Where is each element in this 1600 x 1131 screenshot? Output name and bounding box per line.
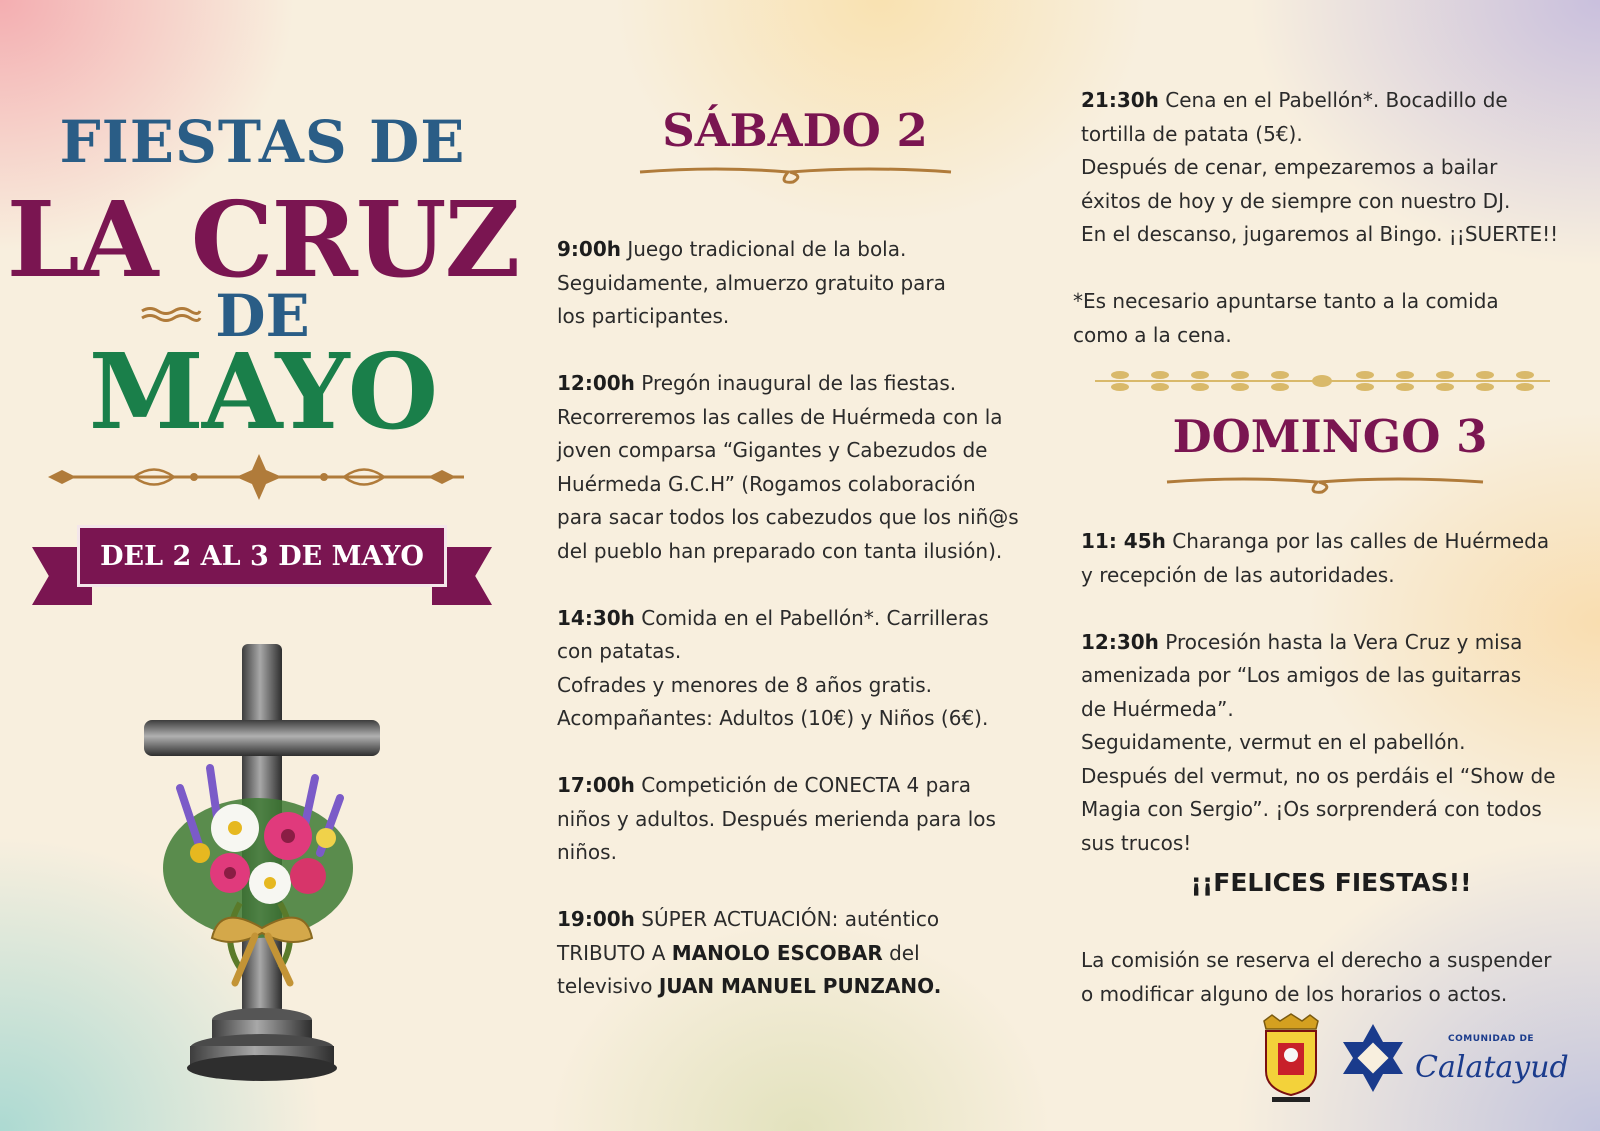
event-item — [557, 769, 1049, 870]
closing-greeting: ¡¡FELICES FIESTAS!! — [1190, 868, 1472, 897]
event-text: SÚPER ACTUACIÓN: auténtico TRIBUTO A — [557, 907, 940, 965]
title-line-4: MAYO — [88, 330, 437, 453]
event-text: Competición de CONECTA 4 para niños y adultos. Después merienda para los niños. — [557, 773, 996, 864]
swash-underline-icon — [1165, 472, 1485, 496]
cross-with-flowers-icon — [140, 638, 400, 1088]
dates-ribbon-banner — [32, 525, 492, 610]
event-text: Procesión hasta la Vera Cruz y misa amenizada por “Los amigos de las guitarras de Huérmeda”. Seguidamente, vermut en el pabellón. Después del vermut, no os perdáis el “Show de Magia con Sergio”. ¡Os sorprenderá con todos sus trucos! — [1081, 629, 1556, 855]
laurel-divider-icon — [1090, 363, 1555, 399]
event-time: 14:30h — [557, 605, 635, 630]
comunidad-calatayud-logo — [1337, 1022, 1567, 1100]
saturday-schedule — [557, 233, 1049, 1037]
event-time: 11: 45h — [1081, 529, 1166, 553]
saturday-heading: SÁBADO 2 — [662, 104, 928, 157]
star-emblem-icon — [1337, 1022, 1409, 1094]
event-time: 12:30h — [1081, 629, 1159, 654]
event-item — [557, 367, 1049, 568]
event-item — [557, 602, 1049, 736]
event-time: 9:00h — [557, 237, 621, 261]
swash-underline-icon — [638, 162, 953, 186]
event-time: 21:30h — [1081, 88, 1159, 112]
sunday-heading: DOMINGO 3 — [1172, 410, 1488, 463]
event-text: del televisivo — [557, 940, 920, 998]
title-line-3: DE — [215, 282, 310, 350]
event-text: Cena en el Pabellón*. Bocadillo de tortilla de patata (5€). Después de cenar, empezaremos a bailar éxitos de hoy y de siempre con nuestro DJ. En el descanso, jugaremos al Bingo. ¡¡SUERTE!! — [1081, 88, 1559, 246]
event-text: Juego tradicional de la bola. Seguidamente, almuerzo gratuito para los participantes. — [557, 237, 946, 328]
title-line-1: FIESTAS DE — [59, 108, 466, 176]
saturday-evening-schedule — [1073, 84, 1591, 372]
ornamental-divider-icon — [44, 452, 474, 502]
event-text: Charanga por las calles de Huérmeda y recepción de las autoridades. — [1081, 529, 1550, 587]
event-item — [557, 903, 1049, 1004]
sunday-schedule — [1081, 525, 1591, 894]
disclaimer-text: La comisión se reserva el derecho a suspender o modificar alguno de los horarios o actos. — [1081, 948, 1552, 1006]
community-label: COMUNIDAD DE — [1448, 1034, 1535, 1044]
artist-name: MANOLO ESCOBAR — [671, 940, 883, 965]
event-time: 17:00h — [557, 773, 635, 797]
event-item — [1081, 626, 1591, 861]
registration-note: *Es necesario apuntarse tanto a la comida como a la cena. — [1073, 289, 1499, 347]
title-line-2: LA CRUZ — [6, 178, 519, 301]
event-item — [557, 233, 1049, 334]
performer-name: JUAN MANUEL PUNZANO. — [658, 974, 942, 998]
dates-label: DEL 2 AL 3 DE MAYO — [77, 525, 447, 587]
event-text: Pregón inaugural de las fiestas. Recorreremos las calles de Huérmeda con la joven comparsa “Gigantes y Cabezudos de Huérmeda G.C.H” (Rogamos colaboración para sacar todos los cabezudos que los niñ@s del pueblo han preparado con tanta ilusión). — [557, 371, 1019, 563]
event-time: 19:00h — [557, 907, 635, 931]
event-time: 12:00h — [557, 371, 635, 395]
event-text: Comida en el Pabellón*. Carrilleras con patatas. Cofrades y menores de 8 años gratis. Acompañantes: Adultos (10€) y Niños (6€). — [557, 605, 989, 730]
town-crest-logo — [1258, 1013, 1324, 1103]
calatayud-label: Calatayud — [1415, 1050, 1569, 1085]
event-item — [1081, 525, 1591, 592]
event-item — [1081, 84, 1591, 252]
